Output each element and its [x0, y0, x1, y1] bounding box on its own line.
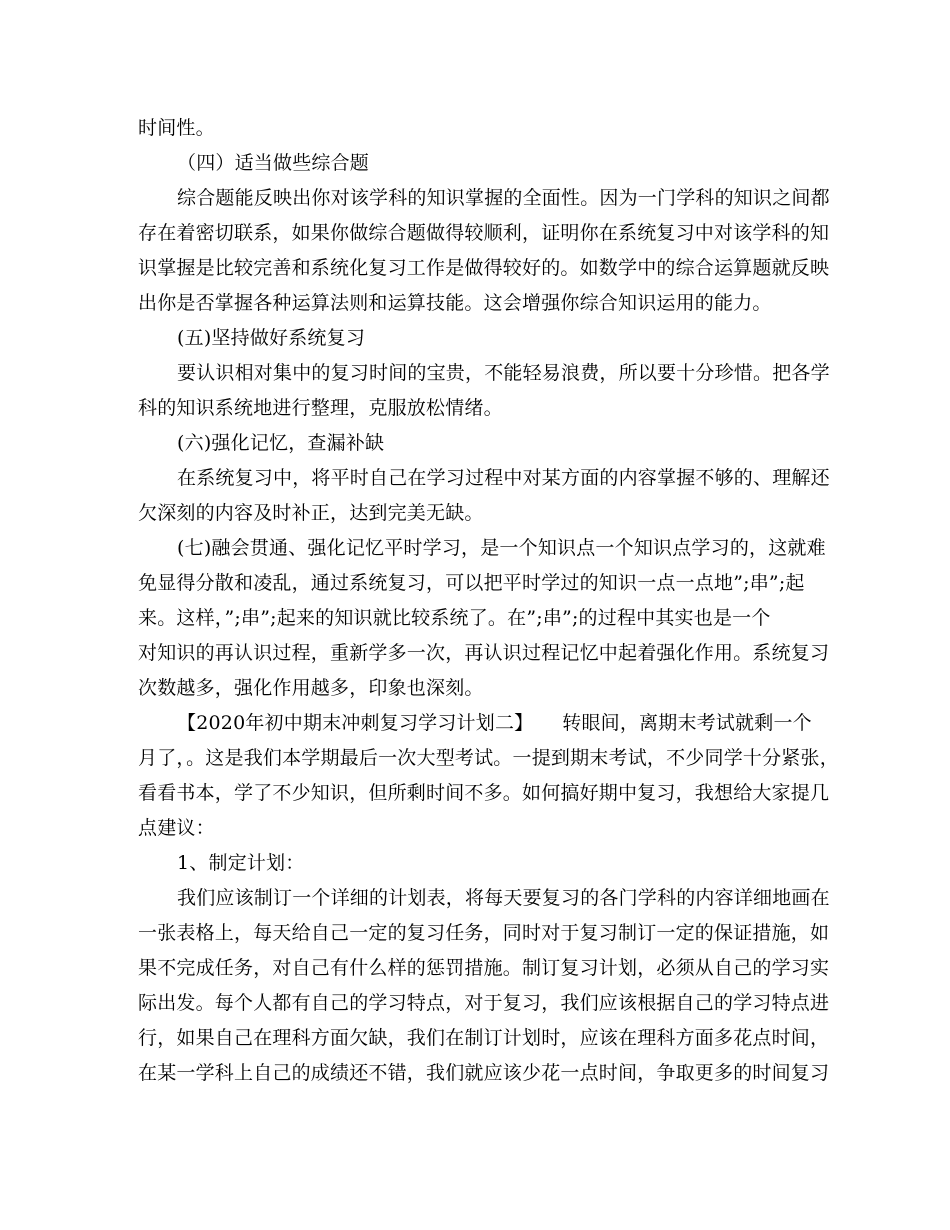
text-line: 要认识相对集中的复习时间的宝贵，不能轻易浪费，所以要十分珍惜。把各学 [177, 362, 830, 384]
section-heading: (七)融会贯通、强化记忆平时学习，是一个知识点一个知识点学习的，这就难 [177, 537, 826, 559]
section-heading: 1、制定计划： [177, 852, 305, 874]
text-line: 点建议： [138, 817, 215, 839]
text-line: 我们应该制订一个详细的计划表，将每天要复习的各门学科的内容详细地画在 [177, 887, 830, 909]
text-line: 行，如果自己在理科方面欠缺，我们在制订计划时，应该在理科方面多花点时间， [138, 1027, 830, 1049]
text-line: 免显得分散和凌乱，通过系统复习，可以把平时学过的知识一点一点地”;串”;起 [138, 572, 805, 594]
text-line: 对知识的再认识过程，重新学多一次，再认识过程记忆中起着强化作用。系统复习 [138, 642, 830, 664]
text-line: 时间性。 [138, 117, 215, 139]
text-line: 欠深刻的内容及时补正，达到完美无缺。 [138, 502, 484, 524]
text-line: 在系统复习中，将平时自己在学习过程中对某方面的内容掌握不够的、理解还 [177, 467, 830, 489]
section-heading: （四）适当做些综合题 [177, 152, 370, 174]
section-heading: (五)坚持做好系统复习 [177, 327, 366, 349]
text-line: 出你是否掌握各种运算法则和运算技能。这会增强你综合知识运用的能力。 [138, 292, 772, 314]
text-line: 在某一学科上自己的成绩还不错，我们就应该少花一点时间，争取更多的时间复习 [138, 1062, 830, 1084]
text-line: 果不完成任务，对自己有什么样的惩罚措施。制订复习计划，必须从自己的学习实 [138, 957, 830, 979]
text-line: 来。这样，”;串”;起来的知识就比较系统了。在”;串”;的过程中其实也是一个 [138, 607, 771, 629]
text-line: 看看书本，学了不少知识，但所剩时间不多。如何搞好期中复习，我想给大家提几 [138, 782, 830, 804]
text-line: 际出发。每个人都有自己的学习特点，对于复习，我们应该根据自己的学习特点进 [138, 992, 830, 1014]
section-heading: (六)强化记忆，查漏补缺 [177, 432, 385, 454]
text-line: 综合题能反映出你对该学科的知识掌握的全面性。因为一门学科的知识之间都 [177, 187, 830, 209]
text-line: 识掌握是比较完善和系统化复习工作是做得较好的。如数学中的综合运算题就反映 [138, 257, 830, 279]
text-line: 月了，。这是我们本学期最后一次大型考试。一提到期末考试，不少同学十分紧张， [138, 747, 839, 769]
text-line: 存在着密切联系，如果你做综合题做得较顺利，证明你在系统复习中对该学科的知 [138, 222, 830, 244]
text-line: 次数越多，强化作用越多，印象也深刻。 [138, 677, 484, 699]
plan-title-line: 【2020年初中期末冲刺复习学习计划二】 转眼间，离期末考试就剩一个 [177, 712, 812, 734]
text-line: 科的知识系统地进行整理，克服放松情绪。 [138, 397, 503, 419]
text-line: 一张表格上，每天给自己一定的复习任务，同时对于复习制订一定的保证措施，如 [138, 922, 830, 944]
